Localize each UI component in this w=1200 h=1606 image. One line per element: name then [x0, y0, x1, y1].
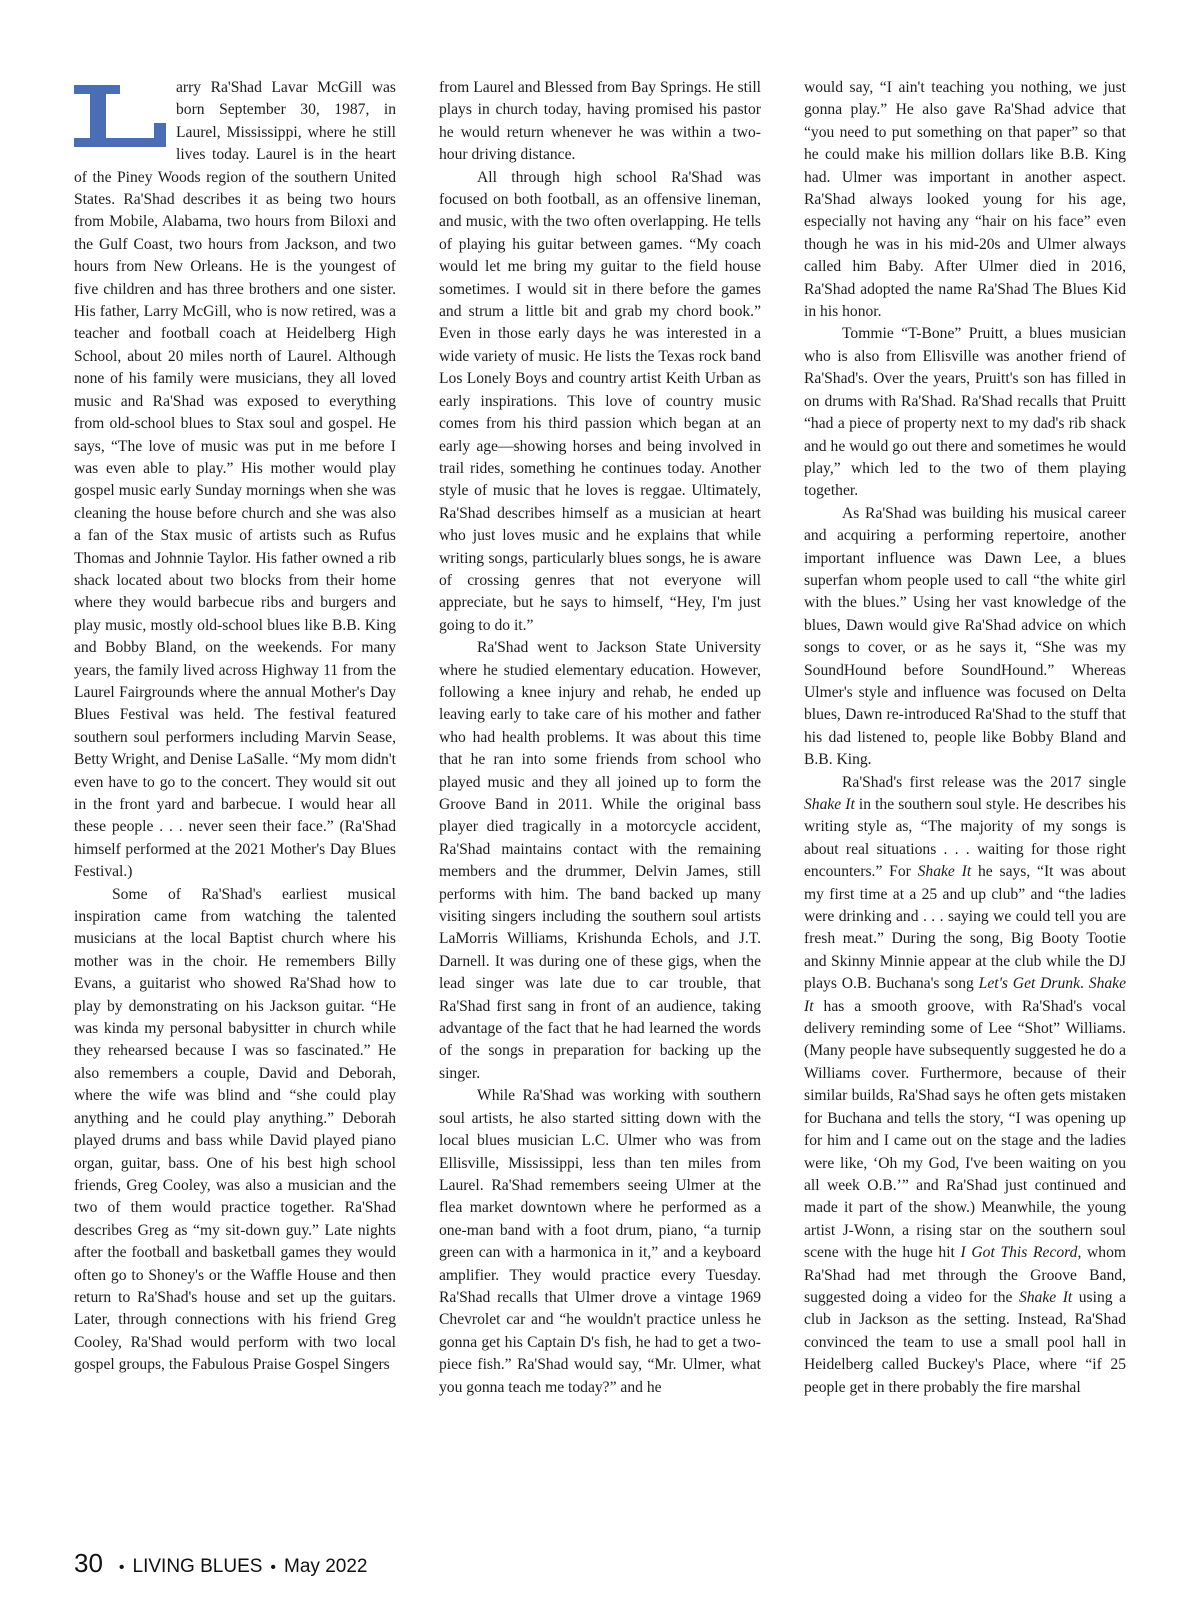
paragraph: Ra'Shad went to Jackson State University where he studied elementary education. However, following a knee injury and rehab, he ended up leaving early to take care of his mother and father who had health problems. It was about this time that he ran into some friends from school who played music and they all joined up to form the Groove Band in 2011. While the original bass player died tragically in a motorcycle accident, Ra'Shad maintains contact with the remaining members and the drummer, Delvin James, still performs with him. The band backed up many visiting singers including the southern soul artists LaMorris Williams, Krishunda Echols, and J.T. Darnell. It was during one of these gigs, when the lead singer was late due to car trouble, that Ra'Shad first sang in front of an audience, taking advantage of the fact that he had learned the words of the songs in preparation for backing up the singer. — [439, 639, 761, 1082]
paragraph: would say, “I ain't teaching you nothing, we just gonna play.” He also gave Ra'Shad advice that “you need to put something on that paper” so that he could make his million dollars like B.B. King had. Ulmer was important in another aspect. Ra'Shad always looked young for his age, especially not having any “hair on his face” even though he was in his mid-20s and Ulmer always called him Baby. After Ulmer died in 2016, Ra'Shad adopted the name Ra'Shad The Blues Kid in his honor. — [804, 79, 1126, 321]
page-number: 30 — [74, 1548, 103, 1578]
paragraph: Some of Ra'Shad's earliest musical inspiration came from watching the talented musicians at the local Baptist church where his mother was in the choir. He remembers Billy Evans, a guitarist who showed Ra'Shad how to play by demonstrating on his Jackson guitar. “He was kinda my personal babysitter in church while they rehearsed because I was so fascinated.” He also remembers a couple, David and Deborah, where the wife was blind and “she could play anything and he could play anything.” Deborah played drums and bass while David played piano organ, guitar, bass. One of his best high school friends, Greg Cooley, was also a musician and the two of them would practice together. Ra'Shad describes Greg as “my sit-down guy.” Late nights after the football and basketball games they would often go to Shoney's or the Waffle House and then return to Ra'Shad's house and set up the guitars. Later, through connections with his friend Greg Cooley, Ra'Shad would perform with two local gospel groups, the Fabulous Praise Gospel Singers — [74, 885, 396, 1374]
paragraph-text: arry Ra'Shad Lavar McGill was born September 30, 1987, in Laurel, Mississippi, where he still lives today. Laurel is in the heart of the Piney Woods region of the southern United States. Ra'Shad describes it as being two hours from Mobile, Alabama, two hours from Biloxi and the Gulf Coast, two hours from Jackson, and two hours from New Orleans. He is the youngest of five children and has three brothers and one sister. His father, Larry McGill, who is now retired, was a teacher and football coach at Heidelberg High School, about 20 miles north of Laurel. Although none of his family were musicians, they all loved music and Ra'Shad was exposed to everything from old-school blues to Stax soul and gospel. He says, “The love of music was put in me before I was even able to play.” His mother would play gospel music early Sunday mornings when she was cleaning the house before church and she was also a fan of the Stax music of artists such as Rufus Thomas and Johnnie Taylor. His father owned a rib shack located about two blocks from their home where they would barbecue ribs and burgers and play music, mostly old-school blues like B.B. King and Bobby Bland, on the weekends. For many years, the family lived across Highway 11 from the Laurel Fairgrounds where the annual Mother's Day Blues Festival was held. The festival featured southern soul performers including Marvin Sease, Betty Wright, and Denise LaSalle. “My mom didn't even have to go to the concert. They would sit out in the front yard and barbecue. I would hear all these people . . . never seen their face.” (Ra'Shad himself performed at the 2021 Mother's Day Blues Festival.) — [74, 79, 396, 881]
opening-paragraph — [74, 77, 396, 884]
paragraph: from Laurel and Blessed from Bay Springs. He still plays in church today, having promised his pastor he would return whenever he was within a two-hour driving distance. — [439, 79, 761, 164]
song-title: Shake It — [1018, 1288, 1073, 1306]
paragraph: As Ra'Shad was building his musical career and acquiring a performing repertoire, another important influence was Dawn Lee, a blues superfan whom people used to call “the white girl with the blues.” Using her vast knowledge of the blues, Dawn would give Ra'Shad advice on which songs to cover, or as he says it, “She was my SoundHound before SoundHound.” Whereas Ulmer's style and influence was focused on Delta blues, Dawn re-introduced Ra'Shad to the stuff that his dad listened to, people like Bobby Bland and B.B. King. — [804, 504, 1126, 769]
song-title: Shake It — [917, 863, 972, 881]
song-title: I Got This Record — [960, 1244, 1078, 1262]
paragraph: All through high school Ra'Shad was focused on both football, as an offensive lineman, and music, with the two often overlapping. He tells of playing his guitar between games. “My coach would let me bring my guitar to the field house sometimes. I would sit in there before the games and strum a little bit and grab my chord book.” Even in those early days he was interested in a wide variety of music. He lists the Texas rock band Los Lonely Boys and country artist Keith Urban as early inspirations. This love of country music comes from his third passion which began at an early age—showing horses and being involved in trail rides, something he continues today. Another style of music that he loves is reggae. Ultimately, Ra'Shad describes himself as a musician at heart who just loves music and he explains that while writing songs, particularly blues songs, he is aware of crossing genres that not everyone will appreciate, but he says to himself, “Hey, I'm just going to do it.” — [439, 168, 761, 634]
text-run: using a club in Jackson as the setting. Instead, Ra'Shad convinced the team to use a small pool hall in Heidelberg called Buckey's Place, where “if 25 people get in there probably the fire marshal — [804, 1288, 1126, 1396]
text-run: has a smooth groove, with Ra'Shad's vocal delivery reminding some of Lee “Shot” Williams. (Many people have subsequently suggested he do a Williams cover. Furthermore, because of their similar builds, Ra'Shad says he often gets mistaken for Buchana and tells the story, “I was opening up for him and I came out on the stage and the ladies were like, ‘Oh my God, I've been waiting on you all week O.B.’” and Ra'Shad just continued and made it part of the show.) Meanwhile, the young artist J-Wonn, a rising star on the southern soul scene with the huge hit — [804, 997, 1126, 1262]
paragraph: While Ra'Shad was working with southern soul artists, he also started sitting down with the local blues musician L.C. Ulmer who was from Ellisville, Mississippi, less than ten miles from Laurel. Ra'Shad remembers seeing Ulmer at the flea market downtown where he performed as a one-man band with a foot drum, piano, “a turnip green can with a harmonica in it,” and a keyboard amplifier. They would practice every Tuesday. Ra'Shad recalls that Ulmer drove a vintage 1969 Chevrolet car and “he wouldn't practice unless he gonna get his Captain D's fish, he had to get a two-piece fish.” Ra'Shad would say, “Mr. Ulmer, what you gonna teach me today?” and he — [439, 1087, 761, 1396]
text-run: . — [1080, 975, 1089, 993]
article-column-3 — [804, 77, 1126, 1399]
song-title: Shake It — [804, 975, 1126, 1015]
text-run: he says, “It was about my first time at a 25 and up club” and “the ladies were drinking and . . . saying we could tell you are fresh meat.” During the song, Big Booty Tootie and Skinny Minnie appear at the club while the DJ plays O.B. Buchana's song — [804, 863, 1126, 993]
page-footer — [74, 1548, 367, 1579]
text-run: in the southern soul style. He describes his writing style as, “The majority of my songs is about real situations . . . waiting for those right encounters.” For — [804, 796, 1126, 881]
drop-cap-glyph — [74, 85, 166, 147]
bullet-separator: • — [118, 1559, 125, 1576]
paragraph — [804, 772, 1126, 1399]
song-title: Shake It — [804, 796, 855, 813]
text-run: Ra'Shad's first release was the 2017 single — [842, 773, 1126, 791]
song-title: Let's Get Drunk — [978, 975, 1081, 993]
text-run: , whom Ra'Shad had met through the Groove Band, suggested doing a video for the — [804, 1244, 1127, 1306]
paragraph: Tommie “T-Bone” Pruitt, a blues musician who is also from Ellisville was another friend of Ra'Shad's. Over the years, Pruitt's son has filled in on drums with Ra'Shad. Ra'Shad recalls that Pruitt “had a piece of property next to my dad's rib shack and he would go out there and sometimes he would play,” which led to the two of them playing together. — [804, 325, 1126, 500]
issue-date: May 2022 — [284, 1556, 368, 1577]
drop-cap-l — [74, 85, 166, 147]
article-column-1 — [74, 77, 396, 1377]
magazine-name: LIVING BLUES — [132, 1556, 263, 1577]
bullet-separator: • — [270, 1559, 277, 1576]
article-column-2 — [439, 77, 761, 1399]
